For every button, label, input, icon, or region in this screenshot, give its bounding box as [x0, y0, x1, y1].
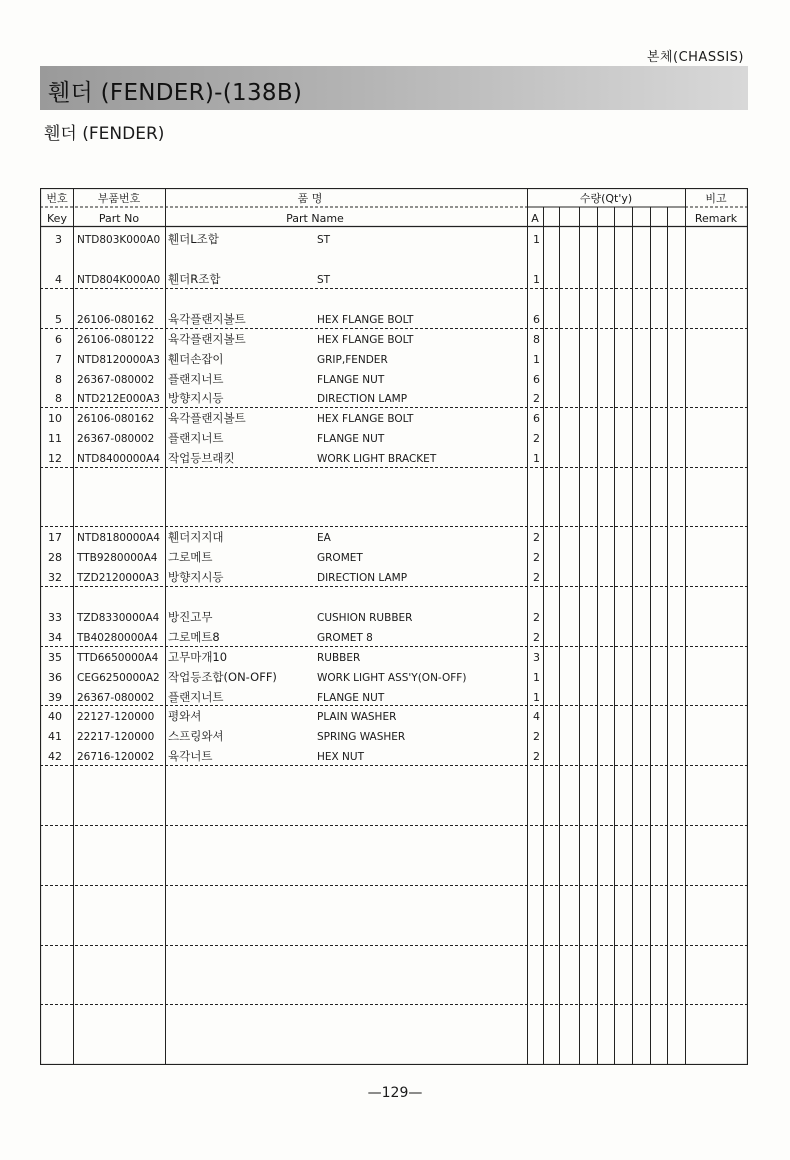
- row-part-no: 22217-120000: [77, 731, 155, 743]
- row-qty: 2: [533, 531, 540, 544]
- row-key: 35: [48, 651, 62, 664]
- row-key: 3: [55, 233, 62, 246]
- row-qty: 6: [533, 313, 540, 326]
- row-qty: 3: [533, 651, 540, 664]
- row-name-en: FLANGE NUT: [317, 374, 385, 386]
- row-part-no: NTD212E000A3: [77, 393, 160, 405]
- header-partno-ko: 부품번호: [97, 192, 141, 205]
- header-remark-en: Remark: [694, 212, 738, 225]
- row-part-no: 26367-080002: [77, 433, 155, 445]
- row-key: 39: [48, 691, 62, 704]
- row-key: 28: [48, 551, 62, 564]
- row-part-no: 22127-120000: [77, 711, 155, 723]
- row-name-en: GROMET: [317, 552, 363, 564]
- row-name-ko: 육각너트: [168, 749, 213, 763]
- row-qty: 2: [533, 631, 540, 644]
- row-name-en: FLANGE NUT: [317, 692, 385, 704]
- row-part-no: CEG6250000A2: [77, 672, 160, 684]
- row-part-no: TZD2120000A3: [77, 572, 160, 584]
- row-name-ko: 휀더R조합: [168, 272, 221, 286]
- row-qty: 1: [533, 273, 540, 286]
- row-name-ko: 육각플랜지볼트: [168, 411, 246, 425]
- row-key: 34: [48, 631, 62, 644]
- row-key: 7: [55, 353, 62, 366]
- row-name-ko: 방향지시등: [168, 391, 224, 405]
- row-name-en: GROMET 8: [317, 632, 373, 644]
- parts-table: [40, 188, 748, 1065]
- row-name-ko: 육각플랜지볼트: [168, 312, 246, 326]
- section-label: 본체(CHASSIS): [646, 50, 744, 65]
- row-name-ko: 플랜지너트: [168, 431, 224, 445]
- row-qty: 1: [533, 452, 540, 465]
- header-qty-a: A: [531, 212, 539, 225]
- row-qty: 2: [533, 750, 540, 763]
- row-key: 42: [48, 750, 62, 763]
- row-name-ko: 휀더L조합: [168, 232, 219, 246]
- row-key: 10: [48, 412, 62, 425]
- row-name-ko: 평와셔: [168, 709, 202, 723]
- row-name-en: EA: [317, 532, 331, 544]
- row-part-no: TTD6650000A4: [77, 652, 159, 664]
- row-key: 17: [48, 531, 62, 544]
- header-partno-en: Part No: [98, 212, 140, 225]
- row-name-ko: 고무마개10: [168, 650, 228, 664]
- row-qty: 2: [533, 730, 540, 743]
- row-part-no: 26367-080002: [77, 374, 155, 386]
- row-qty: 2: [533, 392, 540, 405]
- page-title: 휀더 (FENDER)-(138B): [48, 80, 303, 106]
- row-part-no: TTB9280000A4: [77, 552, 158, 564]
- row-qty: 1: [533, 353, 540, 366]
- row-name-en: HEX FLANGE BOLT: [317, 314, 414, 326]
- row-part-no: 26367-080002: [77, 692, 155, 704]
- page-subtitle: 휀더 (FENDER): [44, 124, 165, 144]
- parts-table-grid: [40, 188, 748, 1065]
- row-key: 11: [48, 432, 62, 445]
- header-name-ko: 품 명: [297, 192, 323, 205]
- row-name-ko: 작업등조합(ON-OFF): [168, 670, 277, 684]
- row-name-en: GRIP,FENDER: [317, 354, 388, 366]
- row-part-no: NTD803K000A0: [77, 234, 161, 246]
- row-name-ko: 작업등브래킷: [168, 451, 235, 465]
- row-qty: 2: [533, 432, 540, 445]
- row-name-en: HEX FLANGE BOLT: [317, 334, 414, 346]
- row-qty: 1: [533, 233, 540, 246]
- row-name-en: ST: [317, 234, 331, 246]
- header-name-en: Part Name: [286, 212, 344, 225]
- row-qty: 4: [533, 710, 540, 723]
- row-name-en: RUBBER: [317, 652, 361, 664]
- row-name-ko: 플랜지너트: [168, 690, 224, 704]
- row-name-ko: 플랜지너트: [168, 372, 224, 386]
- row-qty: 1: [533, 671, 540, 684]
- row-name-en: HEX FLANGE BOLT: [317, 413, 414, 425]
- header-qty-ko: 수량(Qt'y): [579, 192, 633, 205]
- row-name-ko: 휀더손잡이: [168, 352, 224, 366]
- header-remark-ko: 비고: [705, 192, 727, 205]
- row-part-no: NTD8180000A4: [77, 532, 160, 544]
- header-key-ko: 번호: [46, 192, 68, 205]
- row-key: 4: [55, 273, 62, 286]
- row-key: 8: [55, 392, 62, 405]
- row-key: 41: [48, 730, 62, 743]
- row-key: 32: [48, 571, 62, 584]
- row-name-ko: 방진고무: [168, 610, 213, 624]
- row-name-en: DIRECTION LAMP: [317, 572, 408, 584]
- row-name-ko: 그로메트8: [168, 630, 220, 644]
- row-name-en: FLANGE NUT: [317, 433, 385, 445]
- row-key: 36: [48, 671, 62, 684]
- row-part-no: 26106-080162: [77, 413, 155, 425]
- row-qty: 1: [533, 691, 540, 704]
- row-name-ko: 육각플랜지볼트: [168, 332, 246, 346]
- row-name-ko: 그로메트: [168, 550, 213, 564]
- row-name-en: SPRING WASHER: [317, 731, 406, 743]
- row-part-no: 26716-120002: [77, 751, 155, 763]
- page-number: —129—: [367, 1085, 423, 1101]
- row-part-no: 26106-080122: [77, 334, 155, 346]
- row-key: 5: [55, 313, 62, 326]
- row-key: 40: [48, 710, 62, 723]
- row-name-en: HEX NUT: [317, 751, 365, 763]
- header-key-en: Key: [47, 212, 67, 225]
- row-part-no: NTD8400000A4: [77, 453, 160, 465]
- row-part-no: TZD8330000A4: [77, 612, 160, 624]
- row-name-en: WORK LIGHT BRACKET: [317, 453, 437, 465]
- row-part-no: NTD8120000A3: [77, 354, 160, 366]
- row-qty: 2: [533, 611, 540, 624]
- row-qty: 6: [533, 373, 540, 386]
- row-name-en: WORK LIGHT ASS'Y(ON-OFF): [317, 672, 467, 684]
- row-name-en: CUSHION RUBBER: [317, 612, 413, 624]
- row-qty: 2: [533, 571, 540, 584]
- row-name-ko: 방향지시등: [168, 570, 224, 584]
- row-key: 33: [48, 611, 62, 624]
- row-name-en: ST: [317, 274, 331, 286]
- row-qty: 2: [533, 551, 540, 564]
- row-qty: 8: [533, 333, 540, 346]
- row-part-no: 26106-080162: [77, 314, 155, 326]
- row-qty: 6: [533, 412, 540, 425]
- row-name-en: PLAIN WASHER: [317, 711, 397, 723]
- row-part-no: NTD804K000A0: [77, 274, 161, 286]
- row-key: 6: [55, 333, 62, 346]
- row-name-en: DIRECTION LAMP: [317, 393, 408, 405]
- row-key: 8: [55, 373, 62, 386]
- row-key: 12: [48, 452, 62, 465]
- row-name-ko: 휀더지지대: [168, 530, 224, 544]
- row-name-ko: 스프링와셔: [168, 729, 224, 743]
- row-part-no: TB40280000A4: [77, 632, 158, 644]
